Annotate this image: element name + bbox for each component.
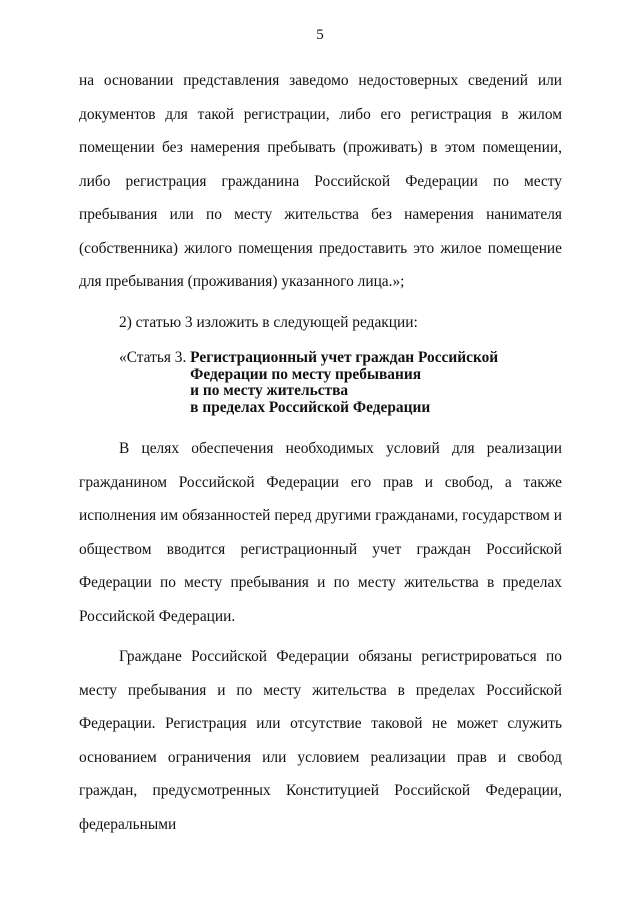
article-number: «Статья 3. (119, 349, 191, 366)
paragraph-article-part-1: В целях обеспечения необходимых условий для реализации гражданином Российской Федерации его прав и свобод, а также исполнения им обязанностей перед другими гражданами, государством и обществом вводится регистрационный учет граждан Российской Федерации по месту пребывания и по месту жительства в пределах Российской Федерации. (79, 440, 562, 625)
paragraph-continuation: на основании представления заведомо недостоверных сведений или документов для такой регистрации, либо его регистрация в жилом помещении без намерения пребывать (проживать) в этом помещении, либо регистрация гражданина Российской Федерации по месту пребывания или по месту жительства без намерения нанимателя (собственника) жилого помещения предоставить это жилое помещение для пребывания (проживания) указанного лица.»; (79, 72, 562, 290)
article-title-line: Регистрационный учет граждан Российской (190, 349, 499, 366)
document-body (79, 64, 562, 841)
page-number: 5 (316, 27, 324, 43)
article-title-line: Федерации по месту пребывания (190, 365, 422, 383)
article-title-line: в пределах Российской Федерации (190, 398, 431, 416)
article-title-line: и по месту жительства (190, 382, 349, 399)
article-title (190, 350, 498, 416)
paragraph-amendment-instruction: 2) статью 3 изложить в следующей редакции: (119, 313, 418, 331)
article-heading (119, 346, 562, 432)
paragraph-article-part-2: Граждане Российской Федерации обязаны регистрироваться по месту пребывания и по месту жительства в пределах Российской Федерации. Регистрация или отсутствие таковой не может служить основанием ограничения или условием реализации прав и свобод граждан, предусмотренных Конституцией Российской Федерации, федеральными (79, 648, 562, 833)
